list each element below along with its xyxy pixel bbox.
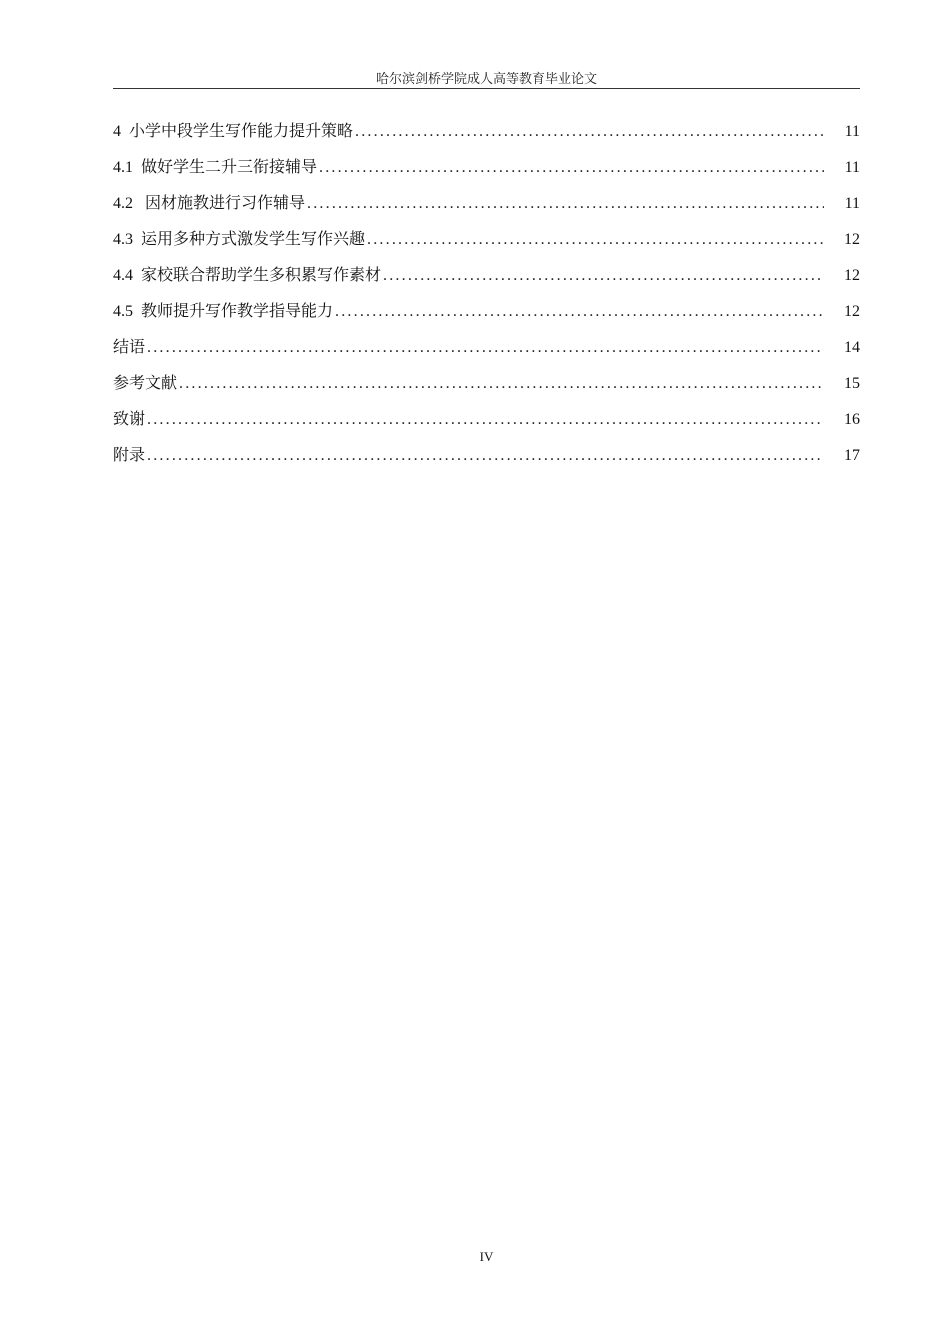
toc-entry-title: 4.5 教师提升写作教学指导能力 <box>113 303 334 320</box>
toc-entry-page: 12 <box>844 303 860 320</box>
toc-entry-title: 附录 <box>113 447 146 464</box>
toc-entry-title: 结语 <box>113 339 146 356</box>
toc-dot-leader <box>147 447 824 465</box>
toc-entry-title: 4.3 运用多种方式激发学生写作兴趣 <box>113 231 366 248</box>
toc-dot-leader <box>355 123 824 141</box>
page-number: IV <box>479 1249 494 1264</box>
toc-entry[interactable] <box>113 442 860 478</box>
header-rule <box>113 88 860 89</box>
toc-entry-page: 11 <box>844 159 860 176</box>
toc-entry-title: 致谢 <box>113 411 146 428</box>
toc-dot-leader <box>147 411 824 429</box>
toc-dot-leader <box>147 339 824 357</box>
toc-entry[interactable] <box>113 226 860 262</box>
toc-entry[interactable] <box>113 262 860 298</box>
toc-entry-title: 4.2 因材施教进行习作辅导 <box>113 195 306 212</box>
toc-entry-page: 14 <box>844 339 860 356</box>
toc-dot-leader <box>319 159 824 177</box>
toc-entry-page: 17 <box>844 447 860 464</box>
toc-dot-leader <box>335 303 824 321</box>
toc-entry-title: 参考文献 <box>113 375 178 392</box>
toc-dot-leader <box>367 231 824 249</box>
toc-entry[interactable] <box>113 298 860 334</box>
toc-entry[interactable] <box>113 334 860 370</box>
page-header-title: 哈尔滨剑桥学院成人高等教育毕业论文 <box>375 71 597 86</box>
toc-entry-page: 12 <box>844 267 860 284</box>
table-of-contents <box>113 118 860 478</box>
toc-entry[interactable] <box>113 370 860 406</box>
toc-entry-page: 15 <box>844 375 860 392</box>
toc-entry[interactable] <box>113 154 860 190</box>
toc-entry-title: 4 小学中段学生写作能力提升策略 <box>113 123 354 140</box>
toc-entry-title: 4.4 家校联合帮助学生多积累写作素材 <box>113 267 382 284</box>
toc-entry[interactable] <box>113 406 860 442</box>
toc-entry-page: 11 <box>844 195 860 212</box>
toc-dot-leader <box>383 267 824 285</box>
toc-entry-page: 11 <box>844 123 860 140</box>
toc-entry[interactable] <box>113 118 860 154</box>
toc-dot-leader <box>179 375 824 393</box>
toc-dot-leader <box>307 195 824 213</box>
toc-entry-title: 4.1 做好学生二升三衔接辅导 <box>113 159 318 176</box>
toc-entry-page: 16 <box>844 411 860 428</box>
toc-entry[interactable] <box>113 190 860 226</box>
toc-entry-page: 12 <box>844 231 860 248</box>
